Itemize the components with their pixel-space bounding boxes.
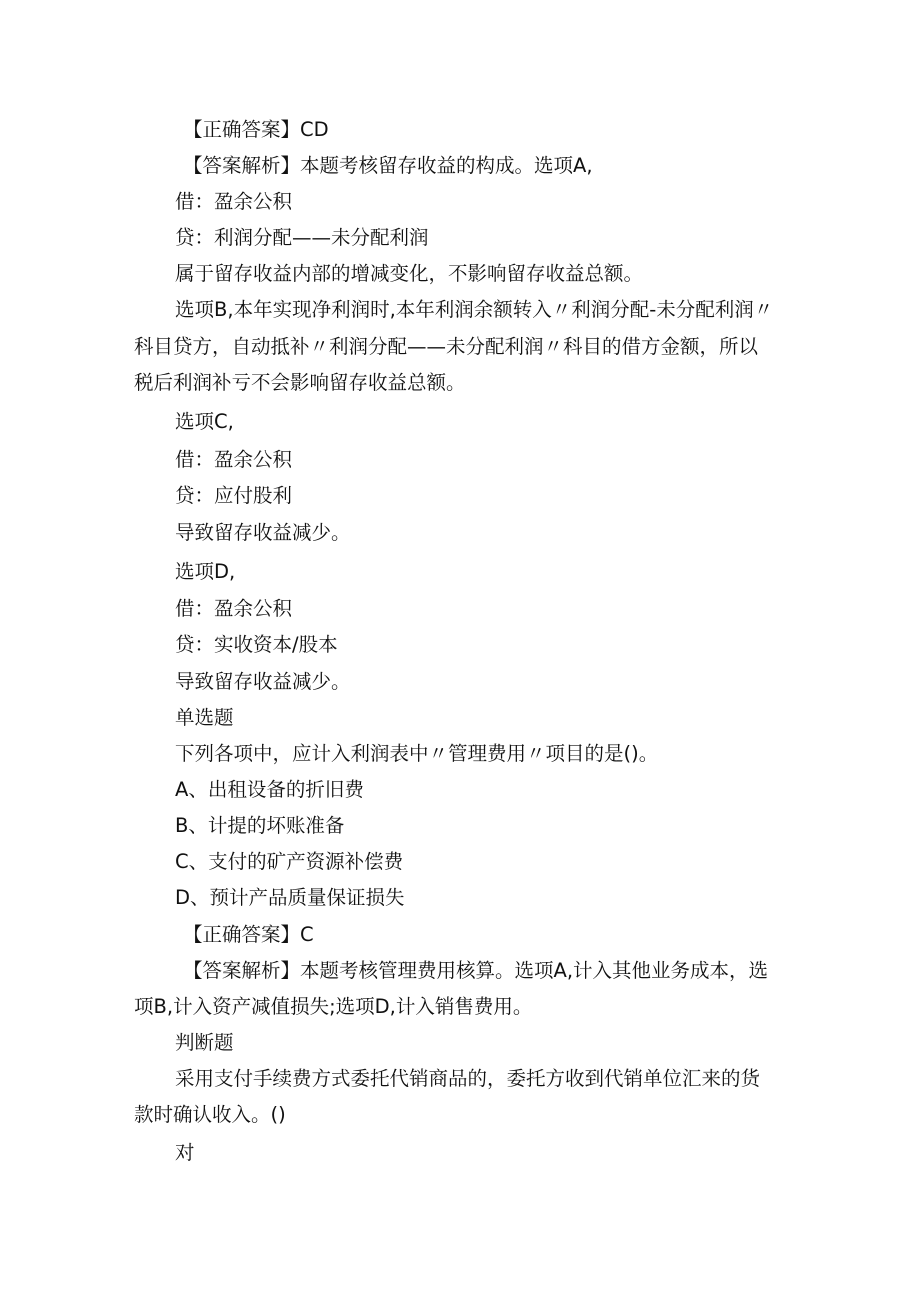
- paragraph-line: 项B,计入资产减值损失;选项D,计入销售费用。: [134, 995, 533, 1018]
- choice-d: D、预计产品质量保证损失: [175, 886, 405, 909]
- paragraph-line: 选项B,本年实现净利润时,本年利润余额转入〃利润分配-未分配利润〃: [175, 298, 774, 321]
- paragraph-line: 导致留存收益减少。: [175, 521, 351, 544]
- debit-line: 借：盈余公积: [175, 448, 293, 471]
- question-type-heading: 单选题: [175, 706, 234, 729]
- credit-line: 贷：利润分配——未分配利润: [175, 226, 429, 249]
- correct-answer-line: 【正确答案】CD: [183, 118, 329, 141]
- paragraph-line: 导致留存收益减少。: [175, 670, 351, 693]
- paragraph-line: 属于留存收益内部的增减变化，不影响留存收益总额。: [175, 262, 644, 285]
- debit-line: 借：盈余公积: [175, 597, 293, 620]
- question-text: 下列各项中，应计入利润表中〃管理费用〃项目的是()。: [175, 742, 659, 765]
- correct-answer-line: 【正确答案】C: [183, 923, 314, 946]
- option-c-line: 选项C,: [175, 410, 234, 433]
- choice-b: B、计提的坏账准备: [175, 814, 345, 837]
- choice-a: A、出租设备的折旧费: [175, 778, 364, 801]
- question-text: 采用支付手续费方式委托代销商品的，委托方收到代销单位汇来的货: [175, 1067, 761, 1090]
- answer-analysis-line: 【答案解析】本题考核管理费用核算。选项A,计入其他业务成本，选: [183, 959, 769, 982]
- choice-c: C、支付的矿产资源补偿费: [175, 850, 404, 873]
- credit-line: 贷：应付股利: [175, 484, 293, 507]
- question-text-continued: 款时确认收入。(): [134, 1103, 286, 1126]
- paragraph-line: 科目贷方，自动抵补〃利润分配——未分配利润〃科目的借方金额，所以: [134, 335, 759, 358]
- answer-true: 对: [175, 1141, 195, 1164]
- answer-analysis-line: 【答案解析】本题考核留存收益的构成。选项A,: [183, 154, 593, 177]
- paragraph-line: 税后利润补亏不会影响留存收益总额。: [134, 371, 466, 394]
- debit-line: 借：盈余公积: [175, 190, 293, 213]
- question-type-heading: 判断题: [175, 1031, 234, 1054]
- option-d-line: 选项D,: [175, 560, 236, 583]
- credit-line: 贷：实收资本/股本: [175, 633, 338, 656]
